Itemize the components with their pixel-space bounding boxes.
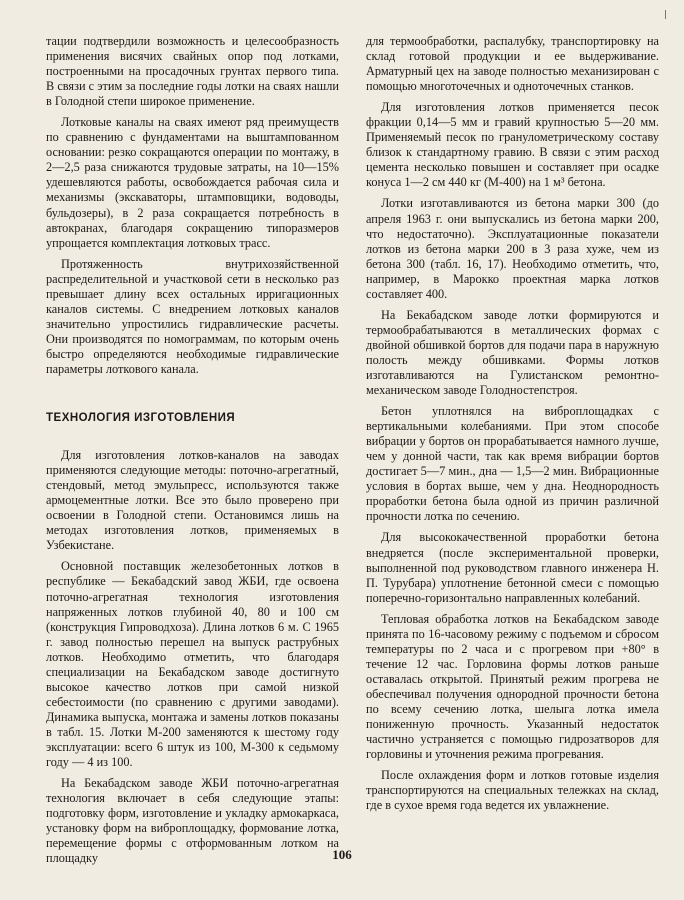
page-number: 106 [332, 847, 352, 862]
paragraph: Протяженность внутрихозяйственной распределительной и участковой сети в несколько раз превышает длину всех остальных ирригационных каналов системы. С внедрением лотковых каналов значительно упростились гидравлические расчеты. Они производятся по номограммам, по которым очень быстро определяются необходимые гидравлические параметры лоткового канала. [46, 256, 339, 376]
paragraph: На Бекабадском заводе ЖБИ поточно-агрегатная технология включает в себя следующие этапы: подготовку форм, изготовление и укладку армокаркаса, установку форм на виброплощадку, формование лотка, перемещение формы с отформованным лотком на площадку [46, 776, 339, 866]
paragraph: Основной поставщик железобетонных лотков в республике — Бекабадский завод ЖБИ, где освоена поточно-агрегатная технология изготовления напряженных лотков глубиной 40, 80 и 100 см (конструкция Гипроводхоза). Длина лотков 6 м. С 1965 г. завод полностью перешел на выпуск раструбных лотков. Необходимо отметить, что благодаря специализации на Бекабадском заводе достигнуто высокое качество лотков при самой низкой себестоимости (по сравнению с другими заводами). Динамика выпуска, монтажа и замены лотков показаны в табл. 15. Лотки М-200 заменяются к шестому году эксплуатации: всего 6 штук из 100, М-300 к седьмому году — 4 из 100. [46, 559, 339, 770]
page-corner-mark [665, 10, 672, 19]
paragraph: для термообработки, распалубку, транспортировку на склад готовой продукции и ее выдерживание. Арматурный цех на заводе полностью механизирован с помощью многоточечных и одноточечных станков. [366, 34, 659, 94]
paragraph: Бетон уплотнялся на виброплощадках с вертикальными колебаниями. При этом способе вибрации у бортов он прорабатывается намного лучше, чем у донной части, так как время вибрации бортов достигает 5—7 мин., дна — 1,5—2 мин. Вибрационные условия в бортах выше, чем у дна. Неоднородность проработки бетона была одной из причин различной прочности лотка по сечению. [366, 404, 659, 524]
paragraph: После охлаждения форм и лотков готовые изделия транспортируются на специальных тележках на склад, где в сухое время года ведется их увлажнение. [366, 768, 659, 813]
paragraph: Для изготовления лотков применяется песок фракции 0,14—5 мм и гравий крупностью 5—20 мм. Применяемый песок по гранулометрическому составу близок к стандартному гравию. В связи с этим расход цемента несколько повышен и составляет при осадке конуса 1—2 см 440 кг (М-400) на 1 м³ бетона. [366, 100, 659, 190]
paragraph: Лотки изготавливаются из бетона марки 300 (до апреля 1963 г. они выпускались из бетона марки 200, что недостаточно). Эксплуатационные показатели лотков из бетона марки 200 в 3 раза хуже, чем из бетона 300 (табл. 16, 17). Необходимо отметить, что, например, в Марокко проектная марка лотков составляет 400. [366, 196, 659, 301]
paragraph: Лотковые каналы на сваях имеют ряд преимуществ по сравнению с фундаментами на выштампованном основании: резко сокращаются операции по монтажу, в 2—2,5 раза снижаются трудовые затраты, на 10—15% удешевляются работы, освобождается рабочая сила и механизмы (экскаваторы, штамповщики, водоводы, бульдозеры), в 2 раза сокращается потребность в автокранах, благодаря сокращению типоразмеров упрощается комплектация лотковых трасс. [46, 115, 339, 250]
paragraph: На Бекабадском заводе лотки формируются и термообрабатываются в металлических формах с двойной обшивкой бортов для подачи пара в наружную полость между обшивками. Формы лотков изготавливаются на Гулистанском ремонтно-механическом заводе Голодностепстроя. [366, 307, 659, 398]
left-column [46, 34, 339, 872]
paragraph: Тепловая обработка лотков на Бекабадском заводе принята по 16-часовому режиму с подъемом и сбросом температуры по 2 часа и с прогревом при +80° в течение 12 час. Горловина формы лотков раньше оставалась открытой. Принятый режим прогрева не обеспечивал получения однородной прочности бетона по всему сечению лотка, шелыга лотка имела пониженную прочность. Указанный недостаток частично устраняется с помощью гидрозатворов для горловины и уточнения режима прогревания. [366, 611, 659, 762]
right-column [366, 34, 659, 819]
paragraph: тации подтвердили возможность и целесообразность применения висячих свайных опор под лотками, построенными на просадочных грунтах первого типа. В связи с этим за последние годы лотки на сваях нашли в Голодной степи широкое применение. [46, 34, 339, 109]
paragraph: Для высококачественной проработки бетона внедряется (после экспериментальной проверки, выполненной под руководством главного инженера Н. П. Турубара) уплотнение бетонной смеси с помощью поперечно-горизонтально направленных колебаний. [366, 530, 659, 605]
section-heading: ТЕХНОЛОГИЯ ИЗГОТОВЛЕНИЯ [46, 412, 236, 425]
paragraph: Для изготовления лотков-каналов на заводах применяются следующие методы: поточно-агрегатный, стендовый, метод эмульпресс, используются также армоцементные лотки. Все это было проверено при освоении в Голодной степи. Остановимся лишь на методах изготовления лотков, применяемых в Узбекистане. [46, 448, 339, 553]
